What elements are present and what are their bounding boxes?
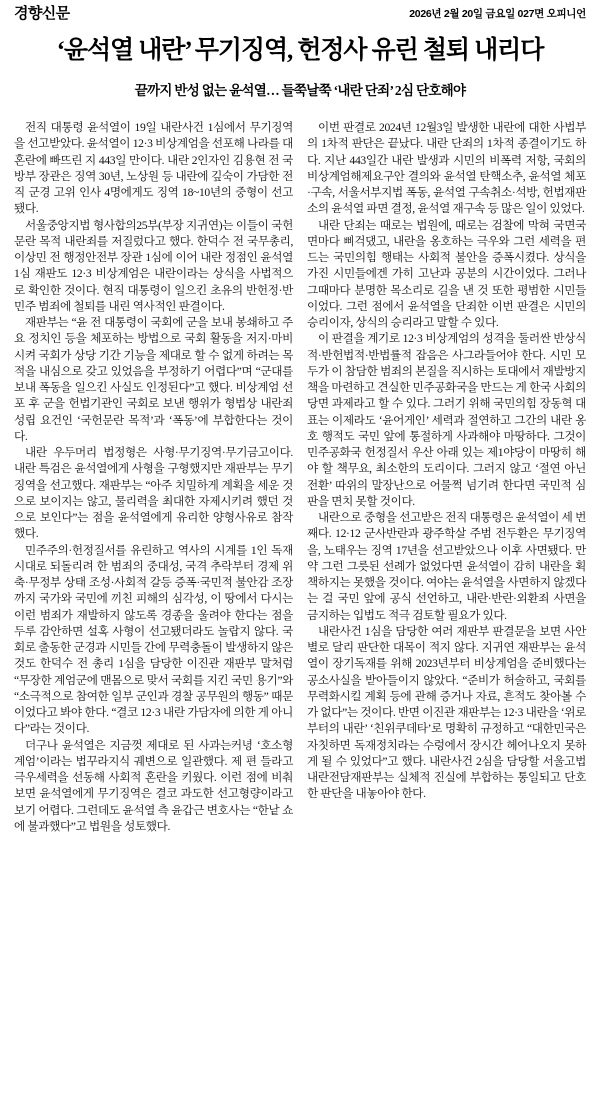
article-paragraph: 민주주의·헌정질서를 유린하고 역사의 시계를 1인 독재 시대로 되돌리려 한 범죄의 중대성, 국격 추락부터 경제 위축·무정부 상태 조성·사회적 갈등 증폭·국민적 불안감 조장까지 국가와 국민에 끼친 피해의 심각성, 이 땅에서 다시는 이런 범죄가 재발하지 않도록 경종을 울려야 한다는 점을 두루 감안하면 설혹 사형이 선고됐더라도 놀랍지 않다. 국회로 출동한 군경과 시민들 간에 무력충돌이 발생하지 않은 것도 한덕수 전 총리 1심을 담당한 이진관 재판부 말처럼 “무장한 계엄군에 맨몸으로 맞서 국회를 지킨 국민 용기”와 “소극적으로 참여한 일부 군인과 경찰 공무원의 행동” 때문이었다고 봐야 한다. “결코 12·3 내란 가담자에 의한 게 아니다”라는 것이다. — [14, 543, 293, 736]
article-paragraph: 내란으로 중형을 선고받은 전직 대통령은 윤석열이 세 번째다. 12·12 군사반란과 광주학살 주범 전두환은 무기징역을, 노태우는 징역 17년을 선고받았으나 이후 사면됐다. 만약 그런 그릇된 선례가 없었다면 윤석열이 감히 내란을 획책하지는 못했을 것이다. 여야는 윤석열을 사면하지 않겠다는 걸 국민 앞에 공식 선언하고, 내란·반란·외환죄 사면을 금지하는 입법도 적극 검토할 필요가 있다. — [307, 511, 586, 622]
article-paragraph: 내란사건 1심을 담당한 여러 재판부 판결문을 보면 사안별로 달리 판단한 대목이 적지 않다. 지귀연 재판부는 윤석열이 장기독재를 위해 2023년부터 비상계엄을 준비했다는 공소사실을 받아들이지 않았다. “준비가 허술하고, 국회를 무력화시킬 계획 등에 관해 증거나 자료, 흔적도 찾아볼 수가 없다”는 것이다. 반면 이진관 재판부는 12·3 내란을 ‘위로부터의 내란’ ‘친위쿠데타’로 명확히 규정하고 “대한민국은 자칫하면 독재정치라는 수렁에서 장시간 헤어나오지 못하게 될 수 있었다”고 했다. 내란사건 2심을 담당할 서울고법 내란전담재판부는 실체적 진실에 부합하는 통일되고 단호한 판단을 내놓아야 한다. — [307, 624, 586, 801]
article-paragraph: 내란 우두머리 법정형은 사형·무기징역·무기금고이다. 내란 특검은 윤석열에게 사형을 구형했지만 재판부는 무기징역을 선고했다. 재판부는 “아주 치밀하게 계획을 세운 것으로 보이지는 않고, 물리력을 최대한 자제시키려 했던 것으로 보인다”는 점을 윤석열에게 유리한 양형사유로 참작했다. — [14, 446, 293, 541]
article-paragraph: 서울중앙지법 형사합의25부(부장 지귀연)는 이들이 국헌문란 목적 내란죄를 저질렀다고 했다. 한덕수 전 국무총리, 이상민 전 행정안전부 장관 1심에 이어 내란 정점인 윤석열 1심 재판도 12·3 비상계엄은 내란이라는 상식을 사법적으로 확인한 것이다. 현직 대통령이 일으킨 초유의 반헌정·반민주 범죄에 철퇴를 내린 역사적인 판결이다. — [14, 218, 293, 313]
publication-date-page-info: 2026년 2월 20일 금요일 027면 오피니언 — [409, 8, 586, 20]
article-paragraph: 재판부는 “윤 전 대통령이 국회에 군을 보내 봉쇄하고 주요 정치인 등을 체포하는 방법으로 국회 활동을 저지·마비시켜 국회가 상당 기간 기능을 제대로 할 수 없게 하려는 목적을 내심으로 갖고 있었음을 부정하기 어렵다”며 “군대를 보내 폭동을 일으킨 사실도 인정된다”고 했다. 비상계엄 선포 후 군을 헌법기관인 국회로 보낸 행위가 형법상 내란죄 성립 요건인 ‘국헌문란 목적’과 ‘폭동’에 부합한다는 것이다. — [14, 316, 293, 443]
masthead — [14, 6, 586, 24]
article-column-left — [14, 120, 293, 835]
article-paragraph: 더구나 윤석열은 지금껏 제대로 된 사과는커녕 ‘호소형 계엄’이라는 법꾸라지식 궤변으로 일관했다. 제 편 들라고 극우세력을 선동해 사회적 혼란을 키웠다. 이런 점에 비춰보면 윤석열에게 무기징역은 결코 과도한 선고형량이라고 보기 어렵다. 그런데도 윤석열 측 윤갑근 변호사는 “한낱 쇼에 불과했다”고 법원을 성토했다. — [14, 738, 293, 833]
page-title: ‘윤석열 내란’ 무기징역, 헌정사 유린 철퇴 내리다 — [56, 37, 544, 64]
headline-block — [14, 26, 586, 100]
newspaper-logo: 경향신문 — [14, 6, 70, 22]
page-subtitle: 끝까지 반성 없는 윤석열… 들쭉날쭉 ‘내란 단죄’ 2심 단호해야 — [134, 83, 466, 98]
article-paragraph: 이번 판결로 2024년 12월3일 발생한 내란에 대한 사법부의 1차적 판단은 끝났다. 내란 단죄의 1차적 종결이기도 하다. 지난 443일간 내란 발생과 시민의 비폭력 저항, 국회의 비상계엄해제요구안 결의와 윤석열 탄핵소추, 윤석열 체포·구속, 서울서부지법 폭동, 윤석열 구속취소·석방, 헌법재판소의 윤석열 파면 결정, 윤석열 재구속 등 많은 일이 있었다. — [307, 121, 586, 216]
article-paragraph: 이 판결을 계기로 12·3 비상계엄의 성격을 둘러싼 반상식적·반헌법적·반법률적 잡음은 사그라들어야 한다. 시민 모두가 이 참담한 범죄의 본질을 직시하는 토대에서 재발방지책을 마련하고 견실한 민주공화국을 만드는 게 한국 사회의 당면 과제라고 할 수 있다. 그러기 위해 국민의힘 장동혁 대표는 이제라도 ‘윤어게인’ 세력과 절연하고 그간의 내란 옹호 행적도 국민 앞에 통절하게 사과해야 마땅하다. 그것이 민주공화국 헌정질서 우산 아래 있는 제1야당이 마땅히 해야 할 책무요, 최소한의 도리이다. 그러지 않고 ‘절연 아닌 전환’ 따위의 말장난으로 어물쩍 넘기려 한다면 국민적 심판을 면치 못할 것이다. — [307, 332, 586, 508]
article-columns — [14, 120, 586, 835]
article-paragraph: 전직 대통령 윤석열이 19일 내란사건 1심에서 무기징역을 선고받았다. 윤석열이 12·3 비상계엄을 선포해 나라를 대혼란에 빠뜨린 지 443일 만이다. 내란 2인자인 김용현 전 국방부 장관은 징역 30년, 노상원 등 내란에 깊숙이 가담한 전직 군경 고위 인사 4명에게도 징역 18~10년의 중형이 선고됐다. — [14, 121, 293, 216]
article-paragraph: 내란 단죄는 때로는 법원에, 때로는 검찰에 막혀 국면국면마다 삐걱댔고, 내란을 옹호하는 극우와 그런 세력을 편드는 국민의힘 행태는 사회적 불안을 증폭시켰다. 상식을 가진 시민들에겐 가히 고난과 공분의 시간이었다. 그러나 그때마다 분명한 목소리로 길을 낸 것 또한 평범한 시민들이었다. 그런 점에서 윤석열을 단죄한 이번 판결은 시민의 승리이자, 상식의 승리라고 말할 수 있다. — [307, 218, 586, 329]
article-column-right — [307, 120, 586, 803]
